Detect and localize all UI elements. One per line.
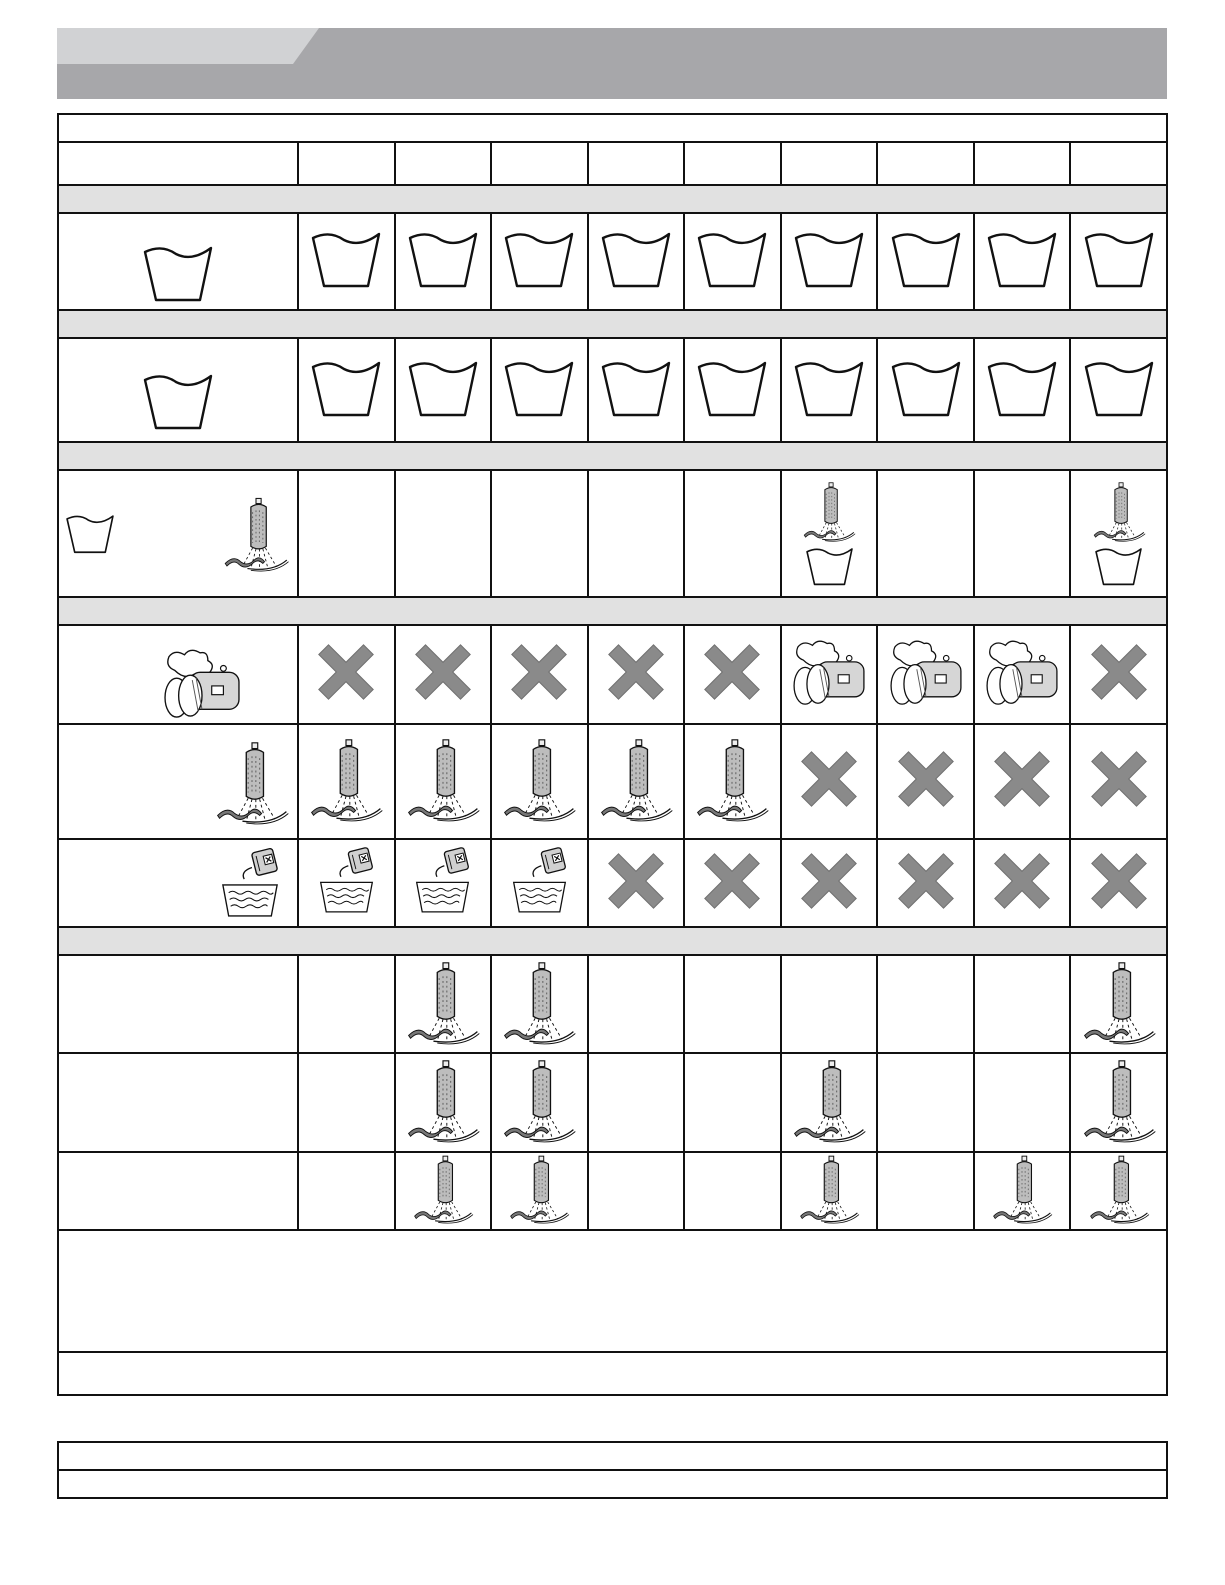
bucket-sprayer-icon [219,848,281,918]
table-cell [588,213,685,310]
wash-tub-icon-wrap [793,356,865,420]
table-row [58,338,1167,442]
table-cell [974,1053,1071,1152]
not-applicable-x-icon [794,846,864,916]
not-applicable-x-icon-wrap [794,846,864,916]
wash-tub-icon [696,356,768,420]
wash-tub-icon-wrap [1083,227,1155,291]
table-cell [877,839,974,927]
table-cell [781,625,878,724]
table-cell [684,338,781,442]
row-header-cell [58,724,298,839]
table-cell [877,955,974,1053]
spray-nozzle-icon-wrap [990,1153,1054,1224]
table-cell [491,1053,588,1152]
table-cell [1070,213,1167,310]
table-cell [491,213,588,310]
table-cell [781,1053,878,1152]
table-row [58,839,1167,927]
not-applicable-x-icon [891,744,961,814]
row-header-cell [58,213,298,310]
table-cell [1070,839,1167,927]
wash-tub-icon [503,227,575,291]
spray-nozzle-icon [307,736,385,822]
wash-tub-icon-wrap [600,227,672,291]
notes-row [58,1230,1167,1352]
not-applicable-x-icon-wrap [601,846,671,916]
table-cell [684,724,781,839]
care-table [57,113,1168,1396]
section-band-cell [58,442,1167,470]
spray-nozzle-icon [507,1153,571,1224]
spray-nozzle-icon [500,1057,578,1143]
column-header [298,142,395,185]
not-applicable-x-icon [408,637,478,707]
not-applicable-x-icon-wrap [408,637,478,707]
column-header [491,142,588,185]
bucket-sprayer-icon-wrap [219,848,281,918]
spray-nozzle-icon-wrap [1080,1057,1158,1143]
table-cell [588,839,685,927]
table-cell [1070,625,1167,724]
wash-tub-icon-wrap [65,511,115,556]
not-applicable-x-icon-wrap [891,744,961,814]
wash-tub-icon-wrap [407,227,479,291]
wash-tub-icon-wrap [986,356,1058,420]
not-applicable-x-icon [1084,846,1154,916]
table-cell [298,839,395,927]
table-cell [781,955,878,1053]
table-cell [395,724,492,839]
spray-nozzle-icon-wrap [597,736,675,822]
spray-nozzle-icon [990,1153,1054,1224]
bucket-sprayer-icon-wrap [510,847,569,914]
table-cell [395,625,492,724]
spray-nozzle-icon [693,736,771,822]
table-cell [877,470,974,597]
table-cell [781,213,878,310]
table-row [58,625,1167,724]
foam-cleaner-icon-wrap [983,638,1061,706]
table-cell [877,724,974,839]
secondary-row [58,1442,1167,1470]
table-cell [1070,338,1167,442]
table-cell [974,338,1071,442]
table-cell [877,213,974,310]
wash-tub-icon [890,356,962,420]
spray-nozzle-icon [500,736,578,822]
spray-nozzle-icon-wrap [1080,959,1158,1045]
wash-tub-icon-wrap [310,356,382,420]
section-band [58,927,1167,955]
table-title-cell [58,114,1167,142]
not-applicable-x-icon-wrap [794,744,864,814]
table-cell [491,724,588,839]
icon-stack [782,480,877,588]
wash-tub-icon [407,356,479,420]
spray-nozzle-icon-wrap [507,1153,571,1224]
wash-tub-icon-wrap [407,356,479,420]
spray-nozzle-icon-wrap [213,739,291,825]
wash-tub-icon [986,356,1058,420]
foam-cleaner-icon [161,647,243,719]
table-cell [877,1053,974,1152]
table-cell [491,839,588,927]
wash-tub-icon-wrap [310,227,382,291]
not-applicable-x-icon [891,846,961,916]
spray-nozzle-icon-wrap [411,1153,475,1224]
not-applicable-x-icon-wrap [697,846,767,916]
table-cell [781,724,878,839]
not-applicable-x-icon [987,846,1057,916]
table-cell [684,1053,781,1152]
row-header-cell [58,625,298,724]
secondary-table [57,1441,1168,1499]
table-cell [491,1152,588,1230]
table-row [58,470,1167,597]
notes-cell [58,1230,1167,1352]
wash-tub-icon [407,227,479,291]
wash-tub-icon [1083,227,1155,291]
spray-nozzle-icon-wrap [404,736,482,822]
table-cell [588,955,685,1053]
table-cell [491,625,588,724]
wash-tub-icon [1094,544,1143,588]
table-cell [298,1152,395,1230]
spray-nozzle-icon-wrap [1091,480,1147,542]
wash-tub-icon [65,511,115,556]
not-applicable-x-icon [697,637,767,707]
table-cell [1070,1152,1167,1230]
wash-tub-icon-wrap [503,356,575,420]
spray-nozzle-icon-wrap [801,480,857,542]
spray-nozzle-icon [1087,1153,1151,1224]
section-band-cell [58,927,1167,955]
table-cell [877,1152,974,1230]
row-header-cell [58,1053,298,1152]
footer-cell [58,1352,1167,1395]
spray-nozzle-icon [1091,480,1147,542]
spray-nozzle-icon [790,1057,868,1143]
not-applicable-x-icon-wrap [987,744,1057,814]
table-cell [298,213,395,310]
wash-tub-icon [142,241,214,305]
table-cell [588,625,685,724]
table-cell [684,470,781,597]
wash-tub-icon-wrap [600,356,672,420]
secondary-table-grid [57,1441,1168,1499]
table-cell [588,724,685,839]
row-header-cell [58,338,298,442]
section-band [58,597,1167,625]
table-cell [395,955,492,1053]
spray-nozzle-icon-wrap [307,736,385,822]
not-applicable-x-icon [697,846,767,916]
wash-tub-icon-wrap [503,227,575,291]
section-band-cell [58,185,1167,213]
table-row [58,213,1167,310]
not-applicable-x-icon [1084,744,1154,814]
wash-tub-icon [600,356,672,420]
wash-tub-icon-wrap [793,227,865,291]
not-applicable-x-icon [601,846,671,916]
not-applicable-x-icon-wrap [697,637,767,707]
spray-nozzle-icon [213,739,291,825]
wash-tub-icon-wrap [142,369,214,433]
wash-tub-icon-wrap [142,241,214,305]
spray-nozzle-icon-wrap [693,736,771,822]
wash-tub-icon [310,356,382,420]
row-header-cell [58,470,298,597]
foam-cleaner-icon [790,638,868,706]
spray-nozzle-icon-wrap [790,1057,868,1143]
header-band [57,28,1167,99]
bucket-sprayer-icon-wrap [317,847,376,914]
table-cell [684,213,781,310]
not-applicable-x-icon [794,744,864,814]
table-cell [877,338,974,442]
column-header-row [58,142,1167,185]
not-applicable-x-icon [1084,637,1154,707]
table-row [58,1053,1167,1152]
foam-cleaner-icon-wrap [790,638,868,706]
icon-stack [1071,480,1166,588]
column-header [877,142,974,185]
wash-tub-icon [986,227,1058,291]
not-applicable-x-icon-wrap [1084,744,1154,814]
spray-nozzle-icon-wrap [404,1057,482,1143]
table-cell [588,1152,685,1230]
section-band [58,310,1167,338]
spray-nozzle-icon [404,959,482,1045]
bucket-sprayer-icon [510,847,569,914]
table-cell [877,625,974,724]
table-cell [1070,955,1167,1053]
table-row [58,724,1167,839]
bucket-sprayer-icon [317,847,376,914]
section-band [58,442,1167,470]
row-header-cell [58,839,298,927]
wash-tub-icon-wrap [696,227,768,291]
table-row [58,1152,1167,1230]
spray-nozzle-icon [1080,959,1158,1045]
table-cell [1070,1053,1167,1152]
table-cell [781,470,878,597]
table-title-row [58,114,1167,142]
table-cell [298,724,395,839]
column-header [588,142,685,185]
spray-nozzle-icon-wrap [500,959,578,1045]
care-grid [57,113,1168,1396]
wash-tub-icon-wrap [986,227,1058,291]
table-cell [588,470,685,597]
foam-cleaner-icon [887,638,965,706]
spray-nozzle-icon-wrap [797,1153,861,1224]
table-cell [491,338,588,442]
spray-nozzle-icon [797,1153,861,1224]
table-cell [298,625,395,724]
wash-tub-icon [793,227,865,291]
table-cell [781,1152,878,1230]
table-cell [491,470,588,597]
table-cell [974,470,1071,597]
spray-nozzle-icon [500,959,578,1045]
foam-cleaner-icon-wrap [161,647,243,719]
bucket-sprayer-icon-wrap [413,847,472,914]
table-cell [298,470,395,597]
table-cell [298,1053,395,1152]
table-cell [298,955,395,1053]
wash-tub-icon-wrap [805,544,854,588]
table-cell [588,1053,685,1152]
secondary-row [58,1470,1167,1498]
spray-nozzle-icon-wrap [1087,1153,1151,1224]
section-band [58,185,1167,213]
wash-tub-icon-wrap [1083,356,1155,420]
table-cell [974,625,1071,724]
table-cell [781,338,878,442]
wash-tub-icon [696,227,768,291]
table-cell [1070,724,1167,839]
wash-tub-icon [805,544,854,588]
not-applicable-x-icon [987,744,1057,814]
foam-cleaner-icon [983,638,1061,706]
not-applicable-x-icon-wrap [1084,846,1154,916]
table-cell [684,625,781,724]
section-band-cell [58,597,1167,625]
not-applicable-x-icon-wrap [311,637,381,707]
table-cell [395,839,492,927]
spray-nozzle-icon [221,495,291,572]
column-header [1070,142,1167,185]
column-header [395,142,492,185]
secondary-cell [58,1470,1167,1498]
not-applicable-x-icon-wrap [987,846,1057,916]
wash-tub-icon [600,227,672,291]
table-cell [781,839,878,927]
wash-tub-icon [1083,356,1155,420]
wash-tub-icon [142,369,214,433]
table-cell [974,724,1071,839]
footer-row [58,1352,1167,1395]
table-cell [395,1053,492,1152]
wash-tub-icon [503,356,575,420]
not-applicable-x-icon-wrap [891,846,961,916]
table-cell [684,955,781,1053]
table-cell [974,839,1071,927]
header-band-graphic [57,28,1167,99]
table-row [58,955,1167,1053]
wash-tub-icon [890,227,962,291]
wash-tub-icon-wrap [1094,544,1143,588]
row-header-cell [58,1152,298,1230]
table-cell [588,338,685,442]
not-applicable-x-icon-wrap [1084,637,1154,707]
spray-nozzle-icon-wrap [500,1057,578,1143]
not-applicable-x-icon [601,637,671,707]
table-cell [684,1152,781,1230]
section-band-cell [58,310,1167,338]
table-cell [298,338,395,442]
wash-tub-icon [310,227,382,291]
row-header-cell [58,955,298,1053]
wash-tub-icon-wrap [696,356,768,420]
not-applicable-x-icon [311,637,381,707]
not-applicable-x-icon [504,637,574,707]
table-cell [491,955,588,1053]
spray-nozzle-icon [411,1153,475,1224]
spray-nozzle-icon-wrap [404,959,482,1045]
table-cell [395,470,492,597]
column-header [684,142,781,185]
table-cell [684,839,781,927]
spray-nozzle-icon [1080,1057,1158,1143]
wash-tub-icon [793,356,865,420]
wash-tub-icon-wrap [890,227,962,291]
spray-nozzle-icon-wrap [221,495,291,572]
wash-tub-icon-wrap [890,356,962,420]
table-cell [974,955,1071,1053]
bucket-sprayer-icon [413,847,472,914]
not-applicable-x-icon-wrap [601,637,671,707]
not-applicable-x-icon-wrap [504,637,574,707]
spray-nozzle-icon [597,736,675,822]
table-cell [1070,470,1167,597]
foam-cleaner-icon-wrap [887,638,965,706]
spray-nozzle-icon-wrap [500,736,578,822]
spray-nozzle-icon [801,480,857,542]
table-cell [395,1152,492,1230]
spray-nozzle-icon [404,736,482,822]
spray-nozzle-icon [404,1057,482,1143]
secondary-cell [58,1442,1167,1470]
table-cell [974,213,1071,310]
table-cell [395,213,492,310]
table-cell [395,338,492,442]
column-header-corner [58,142,298,185]
column-header [781,142,878,185]
column-header [974,142,1071,185]
table-cell [974,1152,1071,1230]
